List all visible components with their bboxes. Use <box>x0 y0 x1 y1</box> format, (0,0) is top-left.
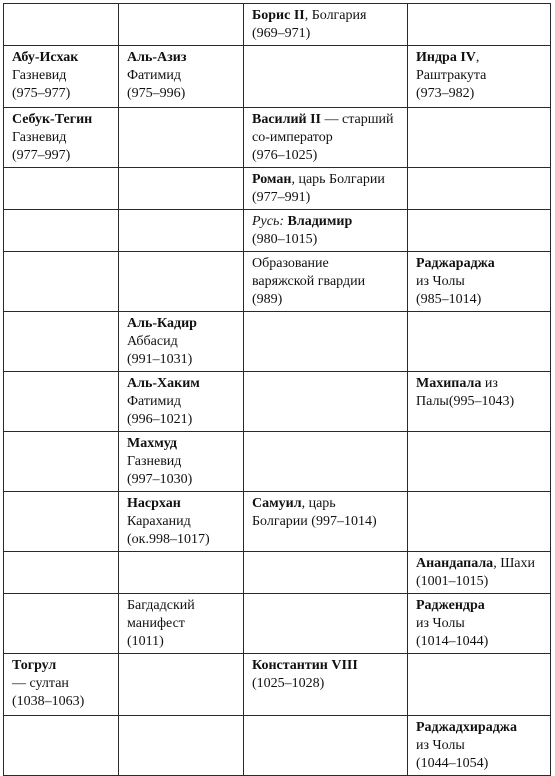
entry-text: манифест <box>127 616 185 631</box>
entry-text: из Чолы <box>416 616 465 631</box>
cell-line <box>252 129 399 147</box>
table-cell <box>244 252 408 312</box>
cell-line <box>252 7 399 25</box>
table-cell <box>119 552 244 594</box>
table-cell <box>4 432 119 492</box>
table-cell <box>408 552 551 594</box>
entry-text: Болгарии (997–1014) <box>252 514 377 529</box>
table-row <box>4 372 551 432</box>
chronology-table <box>3 3 551 776</box>
table-cell <box>4 552 119 594</box>
table-cell <box>408 432 551 492</box>
entry-text: , <box>475 50 480 65</box>
entry-text: из <box>481 376 498 391</box>
table-cell <box>408 492 551 552</box>
entry-text: Караханид <box>127 514 191 529</box>
entry-name: Раджендра <box>416 598 485 613</box>
table-row <box>4 594 551 654</box>
entry-name: Индра IV <box>416 50 476 65</box>
cell-line <box>127 495 235 513</box>
table-row <box>4 716 551 776</box>
table-cell <box>244 168 408 210</box>
entry-name: Абу-Исхак <box>12 50 79 65</box>
entry-text: (977–997) <box>12 148 71 163</box>
cell-line <box>416 615 542 633</box>
cell-line <box>416 597 542 615</box>
table-cell <box>119 312 244 372</box>
cell-line <box>252 657 399 675</box>
table-cell <box>4 654 119 716</box>
entry-text: (997–1030) <box>127 472 193 487</box>
cell-line <box>416 85 542 103</box>
cell-line <box>127 597 235 615</box>
table-cell <box>4 46 119 108</box>
table-cell <box>4 372 119 432</box>
table-cell <box>244 716 408 776</box>
entry-name: Себук-Тегин <box>12 112 93 127</box>
entry-name: Анандапала <box>416 556 494 571</box>
entry-name: Роман <box>252 172 292 187</box>
table-cell <box>408 4 551 46</box>
cell-line <box>416 273 542 291</box>
cell-line <box>12 147 110 165</box>
cell-line <box>416 375 542 393</box>
entry-text: (1011) <box>127 634 164 649</box>
table-cell <box>408 108 551 168</box>
table-cell <box>244 372 408 432</box>
table-cell <box>244 108 408 168</box>
table-row <box>4 252 551 312</box>
cell-line <box>127 393 235 411</box>
entry-name: Аль-Хаким <box>127 376 200 391</box>
entry-text: Аббасид <box>127 334 178 349</box>
table-cell <box>244 46 408 108</box>
table-cell <box>119 492 244 552</box>
table-row <box>4 552 551 594</box>
cell-line <box>416 67 542 85</box>
table-cell <box>4 594 119 654</box>
cell-line <box>12 129 110 147</box>
cell-line <box>252 147 399 165</box>
table-cell <box>119 210 244 252</box>
table-row <box>4 312 551 372</box>
cell-line <box>12 67 110 85</box>
cell-line <box>127 531 235 549</box>
cell-line <box>12 49 110 67</box>
cell-line <box>127 351 235 369</box>
entry-name: Раджадхираджа <box>416 720 517 735</box>
table-cell <box>408 594 551 654</box>
table-cell <box>244 492 408 552</box>
table-cell <box>119 168 244 210</box>
table-row <box>4 492 551 552</box>
cell-line <box>416 255 542 273</box>
cell-line <box>12 85 110 103</box>
entry-text: Русь: <box>252 214 285 229</box>
entry-name: Аль-Кадир <box>127 316 197 331</box>
table-cell <box>244 654 408 716</box>
cell-line <box>416 755 542 773</box>
entry-text: Фатимид <box>127 68 181 83</box>
cell-line <box>127 615 235 633</box>
table-cell <box>408 372 551 432</box>
cell-line <box>127 513 235 531</box>
entry-text: (973–982) <box>416 86 475 101</box>
entry-text: из Чолы <box>416 738 465 753</box>
entry-text: (1014–1044) <box>416 634 489 649</box>
entry-text: (991–1031) <box>127 352 193 367</box>
cell-line <box>127 435 235 453</box>
cell-line <box>127 315 235 333</box>
table-cell <box>244 312 408 372</box>
cell-line <box>127 453 235 471</box>
entry-name: Махмуд <box>127 436 177 451</box>
entry-text: варяжской гвардии <box>252 274 366 289</box>
table-row <box>4 168 551 210</box>
cell-line <box>416 555 542 573</box>
table-cell <box>244 552 408 594</box>
table-cell <box>408 168 551 210</box>
entry-text: из Чолы <box>416 274 465 289</box>
entry-text: (975–977) <box>12 86 71 101</box>
table-cell <box>119 252 244 312</box>
cell-line <box>252 495 399 513</box>
entry-name: Тогрул <box>12 658 57 673</box>
entry-name: Махипала <box>416 376 482 391</box>
entry-name: Владимир <box>284 214 353 229</box>
entry-text: Палы(995–1043) <box>416 394 515 409</box>
entry-text: (976–1025) <box>252 148 318 163</box>
cell-line <box>127 85 235 103</box>
table-row <box>4 46 551 108</box>
entry-text: (1044–1054) <box>416 756 489 771</box>
entry-text: (1001–1015) <box>416 574 489 589</box>
entry-text: (1038–1063) <box>12 694 85 709</box>
entry-text: Газневид <box>12 130 67 145</box>
table-cell <box>408 210 551 252</box>
table-cell <box>244 594 408 654</box>
cell-line <box>416 633 542 651</box>
table-cell <box>4 168 119 210</box>
table-cell <box>119 372 244 432</box>
entry-text: Фатимид <box>127 394 181 409</box>
entry-text: (989) <box>252 292 283 307</box>
cell-line <box>127 333 235 351</box>
entry-name: Самуил <box>252 496 302 511</box>
cell-line <box>252 273 399 291</box>
entry-text: , царь Болгарии <box>291 172 385 187</box>
table-row <box>4 4 551 46</box>
cell-line <box>127 49 235 67</box>
table-cell <box>408 252 551 312</box>
table-cell <box>119 4 244 46</box>
entry-text: , царь <box>301 496 336 511</box>
table-cell <box>119 432 244 492</box>
cell-line <box>127 375 235 393</box>
entry-text: , Шахи <box>493 556 536 571</box>
entry-text: (1025–1028) <box>252 676 325 691</box>
cell-line <box>252 231 399 249</box>
cell-line <box>127 633 235 651</box>
table-row <box>4 108 551 168</box>
table-cell <box>119 654 244 716</box>
entry-name: Борис II <box>252 8 305 23</box>
entry-text: , Болгария <box>304 8 367 23</box>
cell-line <box>127 471 235 489</box>
cell-line <box>12 657 110 675</box>
cell-line <box>252 513 399 531</box>
table-cell <box>4 4 119 46</box>
entry-text: (996–1021) <box>127 412 193 427</box>
entry-text: со-император <box>252 130 333 145</box>
cell-line <box>416 573 542 591</box>
entry-text: — султан <box>12 676 69 691</box>
cell-line <box>252 213 399 231</box>
cell-line <box>416 737 542 755</box>
table-cell <box>119 594 244 654</box>
entry-text: (977–991) <box>252 190 311 205</box>
table-cell <box>4 108 119 168</box>
table-row <box>4 654 551 716</box>
entry-text: (969–971) <box>252 26 311 41</box>
table-row <box>4 210 551 252</box>
table-cell <box>119 716 244 776</box>
cell-line <box>252 291 399 309</box>
cell-line <box>12 111 110 129</box>
cell-line <box>416 393 542 411</box>
table-row <box>4 432 551 492</box>
entry-text: (975–996) <box>127 86 186 101</box>
table-cell <box>119 46 244 108</box>
table-cell <box>244 4 408 46</box>
table-cell <box>4 210 119 252</box>
table-cell <box>4 252 119 312</box>
cell-line <box>127 67 235 85</box>
cell-line <box>252 189 399 207</box>
entry-text: Газневид <box>12 68 67 83</box>
table-cell <box>244 432 408 492</box>
table-cell <box>408 716 551 776</box>
entry-text: (980–1015) <box>252 232 318 247</box>
entry-name: Насрхан <box>127 496 181 511</box>
cell-line <box>252 675 399 693</box>
table-cell <box>4 716 119 776</box>
entry-text: (985–1014) <box>416 292 482 307</box>
entry-text: Образование <box>252 256 329 271</box>
entry-text: Багдадский <box>127 598 195 613</box>
cell-line <box>12 675 110 693</box>
table-cell <box>408 312 551 372</box>
table-cell <box>4 312 119 372</box>
entry-text: Раштракута <box>416 68 487 83</box>
cell-line <box>127 411 235 429</box>
cell-line <box>252 25 399 43</box>
cell-line <box>416 291 542 309</box>
entry-text: (ок.998–1017) <box>127 532 210 547</box>
cell-line <box>416 719 542 737</box>
cell-line <box>12 693 110 711</box>
entry-name: Василий II <box>252 112 322 127</box>
cell-line <box>252 255 399 273</box>
cell-line <box>252 171 399 189</box>
cell-line <box>252 111 399 129</box>
entry-name: Константин VIII <box>252 658 358 673</box>
entry-name: Аль-Азиз <box>127 50 187 65</box>
table-cell <box>408 654 551 716</box>
table-cell <box>4 492 119 552</box>
table-cell <box>119 108 244 168</box>
entry-text: Газневид <box>127 454 182 469</box>
entry-name: Раджараджа <box>416 256 495 271</box>
table-cell <box>408 46 551 108</box>
entry-text: — старший <box>321 112 394 127</box>
table-cell <box>244 210 408 252</box>
cell-line <box>416 49 542 67</box>
